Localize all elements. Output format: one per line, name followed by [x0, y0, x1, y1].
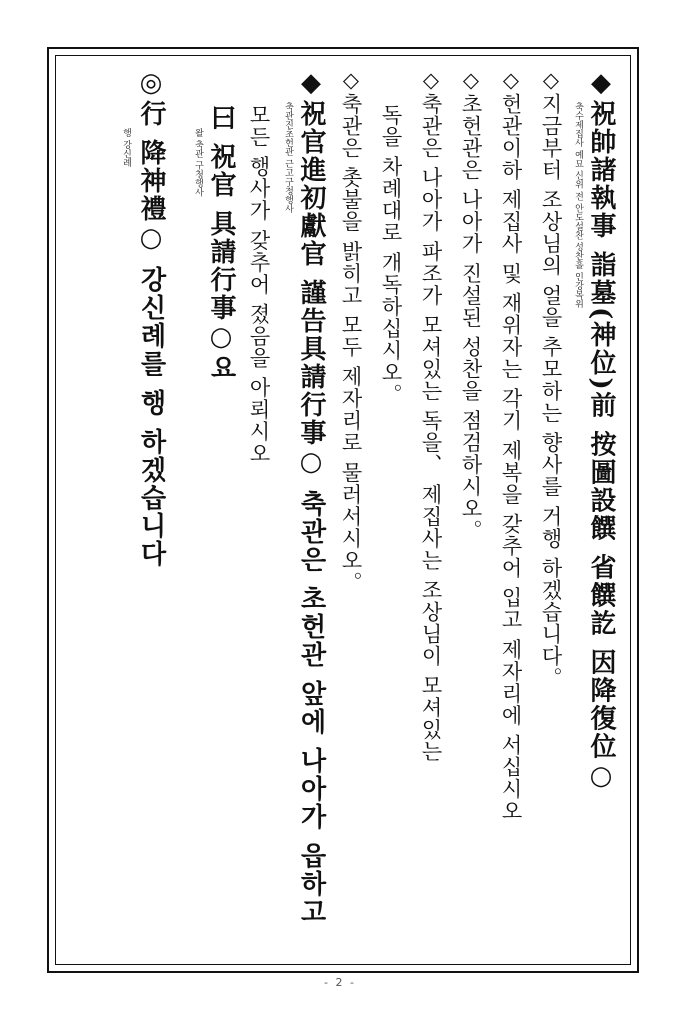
- heading-line-8: ◆祝官進初獻官 謹告具請行事○ 축관은 초헌관 앞에 나아가 읍하고: [296, 68, 326, 927]
- instruction-line-3: ◇헌관이하 제집사 및 재위자는 각기 제복을 갖추어 입고 제자리에 서십시오: [499, 68, 523, 823]
- document-body: [70, 68, 616, 958]
- reading-line-8: 축관진초헌관 근고구청행사: [283, 102, 293, 213]
- instruction-line-6: 독을 차례대로 개독하십시오。: [379, 104, 403, 406]
- reading-line-1: 축수제집사 예묘 신위 전 안도설찬 성찬흘 인강복위: [573, 102, 583, 309]
- instruction-line-4: ◇초헌관은 나아가 진설된 성찬을 점검하시오。: [459, 68, 483, 542]
- instruction-line-2: ◇지금부터 조상님의 얼을 추모하는 향사를 거행 하겠습니다。: [539, 68, 563, 690]
- reading-line-12: 행 강신례: [121, 128, 131, 167]
- instruction-line-5: ◇축관은 나아가 파조가 모셔있는 독을、 제집사는 조상님이 모셔있는: [419, 68, 443, 763]
- heading-line-10: 曰 祝官 具請行事○요: [206, 104, 236, 383]
- page-number: - 2 -: [324, 976, 356, 989]
- instruction-line-9: 모든 행사가 갖추어 졌음을 아뢰시오: [247, 104, 271, 465]
- reading-line-10: 왈 축관 구청행사: [193, 128, 203, 197]
- heading-line-12: ◎行 降神禮○ 강신례를 행 하겠습니다: [136, 68, 166, 569]
- instruction-line-7: ◇축관은 촛불을 밝히고 모두 제자리로 물러서시오。: [339, 68, 363, 594]
- heading-line-1: ◆祝帥諸執事 詣墓(神位)前 按圖設饌 省饌訖 因降復位○: [586, 68, 616, 793]
